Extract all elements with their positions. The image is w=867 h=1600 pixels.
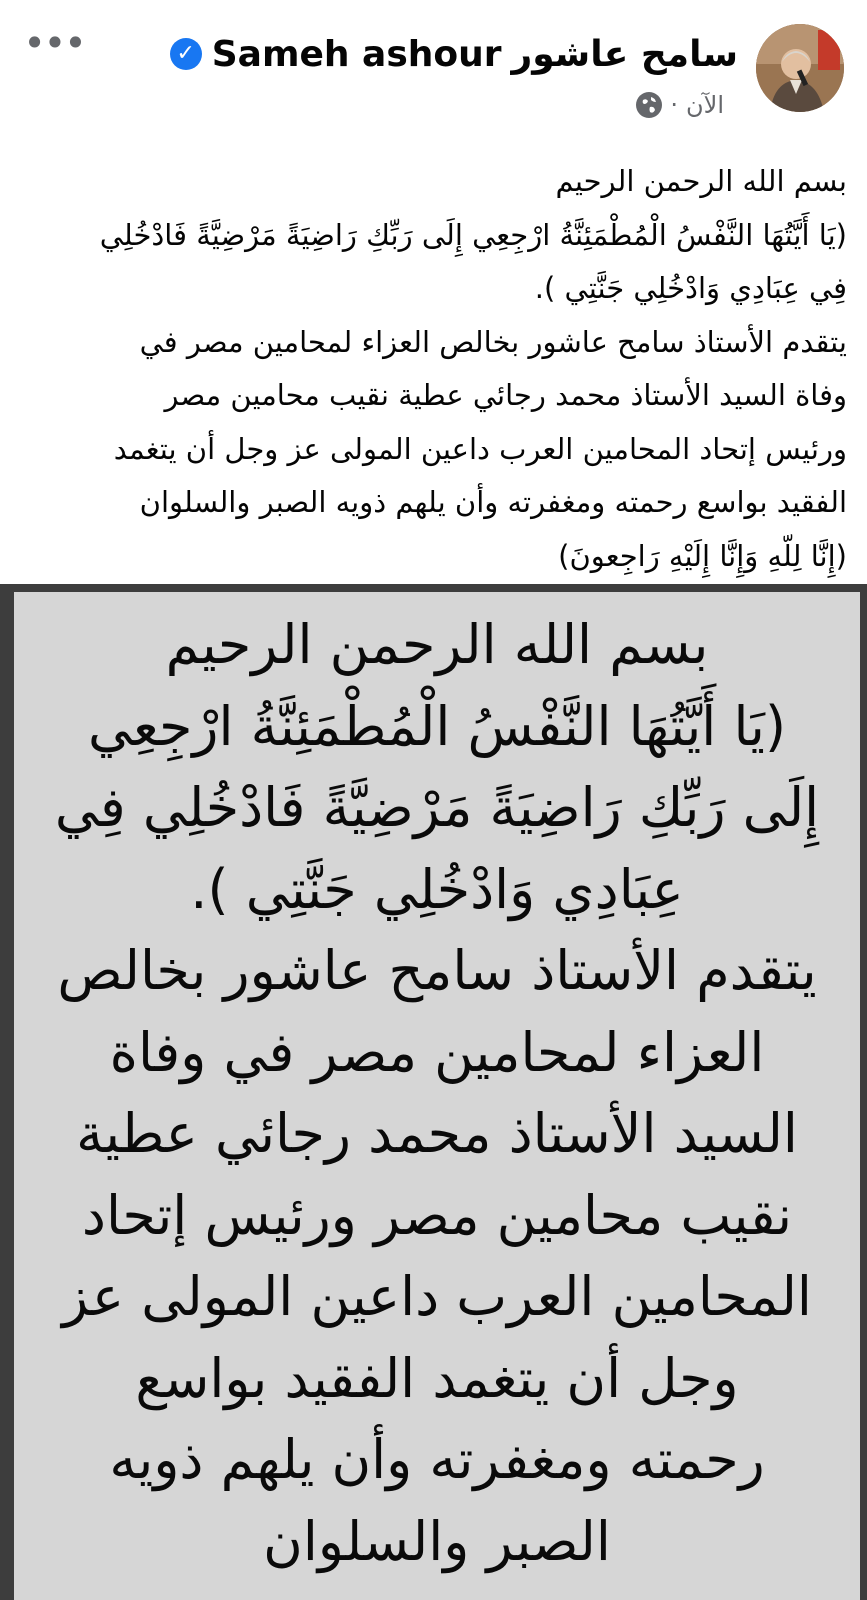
image-line: المحامين العرب داعين المولى عز [62, 1265, 812, 1328]
image-line: السيد الأستاذ محمد رجائي عطية [76, 1102, 798, 1165]
post-meta [636, 88, 724, 122]
author-name-latin[interactable]: Sameh ashour [211, 33, 502, 75]
image-line: العزاء لمحامين مصر في وفاة [109, 1020, 765, 1084]
meta-separator: · [670, 91, 679, 119]
post-time[interactable]: الآن [686, 91, 724, 119]
body-line: بسم الله الرحمن الرحيم [555, 164, 847, 198]
post-header [0, 0, 867, 140]
image-line: إِلَى رَبِّكِ رَاضِيَةً مَرْضِيَّةً فَادْخُلِي فِي [54, 776, 820, 839]
image-line: رحمته ومغفرته وأن يلهم ذويه [109, 1428, 765, 1491]
globe-icon[interactable] [636, 92, 662, 118]
body-line: (يَا أَيَّتُهَا النَّفْسُ الْمُطْمَئِنَّةُ ارْجِعِي إِلَى رَبِّكِ رَاضِيَةً مَرْضِيَّةً فَادْخُلِي [99, 217, 847, 252]
image-line: وجل أن يتغمد الفقيد بواسع [135, 1346, 739, 1410]
body-line: ورئيس إتحاد المحامين العرب داعين المولى عز وجل أن يتغمد [113, 431, 847, 466]
body-line: (إِنَّا لِلّهِ وَإِنَّا إِلَيْهِ رَاجِعونَ) [558, 538, 847, 573]
body-line: الفقيد بواسع رحمته ومغفرته وأن يلهم ذويه الصبر والسلوان [139, 485, 847, 519]
post-image[interactable] [0, 584, 867, 1600]
image-line: بسم الله الرحمن الرحيم [165, 613, 709, 676]
image-line: الصبر والسلوان [263, 1509, 611, 1573]
image-line: نقيب محامين مصر ورئيس إتحاد [81, 1183, 793, 1247]
image-line: يتقدم الأستاذ سامح عاشور بخالص [57, 939, 817, 1002]
author-name-arabic[interactable]: سامح عاشور [511, 33, 738, 75]
body-line: وفاة السيد الأستاذ محمد رجائي عطية نقيب محامين مصر [164, 378, 847, 412]
author-name-row[interactable] [170, 30, 738, 78]
avatar-image [756, 24, 844, 112]
body-line: فِي عِبَادِي وَادْخُلِي جَنَّتِي ). [534, 271, 847, 305]
post-body-text [30, 155, 847, 583]
image-text-panel [14, 592, 860, 1600]
body-line: يتقدم الأستاذ سامح عاشور بخالص العزاء لمحامين مصر في [139, 324, 847, 359]
more-options-icon[interactable]: ••• [23, 21, 85, 65]
verified-badge-icon: ✓ [170, 38, 202, 70]
image-line: عِبَادِي وَادْخُلِي جَنَّتِي ). [190, 857, 684, 921]
image-line: (يَا أَيَّتُهَا النَّفْسُ الْمُطْمَئِنَّةُ ارْجِعِي [87, 694, 787, 758]
avatar[interactable] [756, 24, 844, 112]
